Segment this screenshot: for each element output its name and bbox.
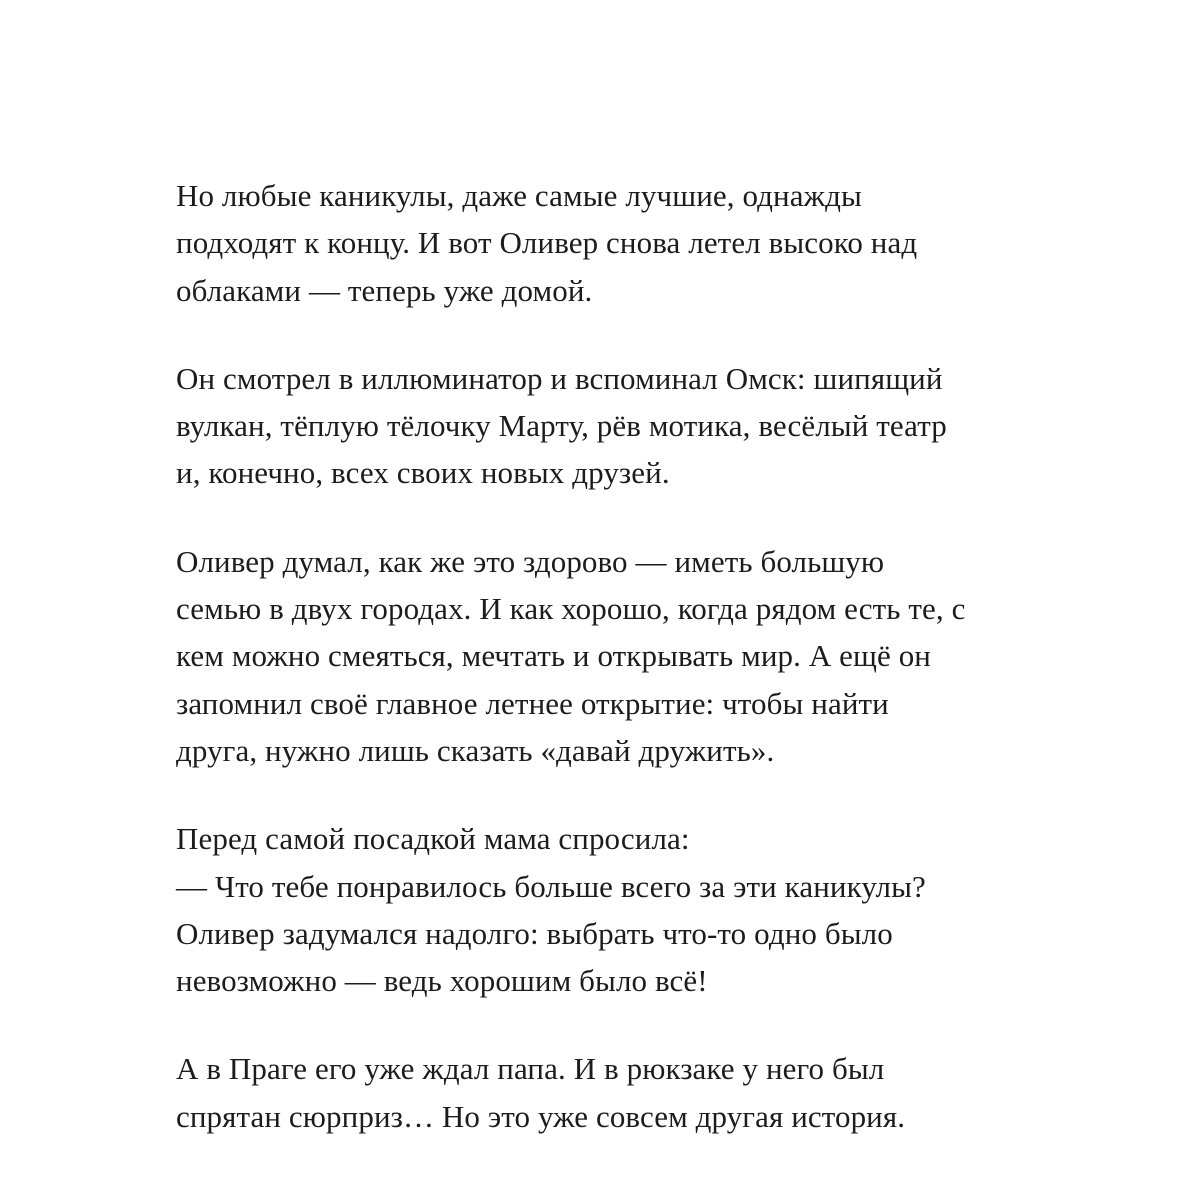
paragraph-2 [176, 355, 1136, 497]
text-line: А в Праге его уже ждал папа. И в рюкзаке у него был [176, 1051, 885, 1087]
text-line: Оливер задумался надолго: выбрать что-то одно было [176, 915, 893, 951]
paragraph-3 [176, 538, 1136, 774]
text-line: семью в двух городах. И как хорошо, когда рядом есть те, с [176, 591, 966, 627]
text-line: облаками — теперь уже домой. [176, 272, 593, 308]
text-line: Он смотрел в иллюминатор и вспоминал Омск: шипящий [176, 360, 943, 396]
text-line: кем можно смеяться, мечтать и открывать мир. А ещё он [176, 638, 931, 674]
text-line: — Что тебе понравилось больше всего за эти каникулы? [176, 868, 926, 904]
paragraph-5 [176, 1045, 1136, 1140]
text-line: вулкан, тёплую тёлочку Марту, рёв мотика, весёлый театр [176, 408, 947, 444]
text-line: Но любые каникулы, даже самые лучшие, однажды [176, 178, 862, 213]
story-text [176, 172, 1136, 1181]
text-line: Перед самой посадкой мама спросила: [176, 821, 690, 857]
text-line: запомнил своё главное летнее открытие: чтобы найти [176, 685, 889, 721]
text-line: невозможно — ведь хорошим было всё! [176, 963, 708, 999]
text-line: спрятан сюрприз… Но это уже совсем другая история. [176, 1098, 906, 1134]
paragraph-4 [176, 815, 1136, 1004]
text-line: подходят к концу. И вот Оливер снова летел высоко над [176, 225, 918, 261]
text-line: и, конечно, всех своих новых друзей. [176, 455, 670, 491]
paragraph-1 [176, 172, 1136, 314]
text-line: Оливер думал, как же это здорово — иметь большую [176, 543, 885, 579]
text-line: друга, нужно лишь сказать «давай дружить». [176, 732, 775, 768]
